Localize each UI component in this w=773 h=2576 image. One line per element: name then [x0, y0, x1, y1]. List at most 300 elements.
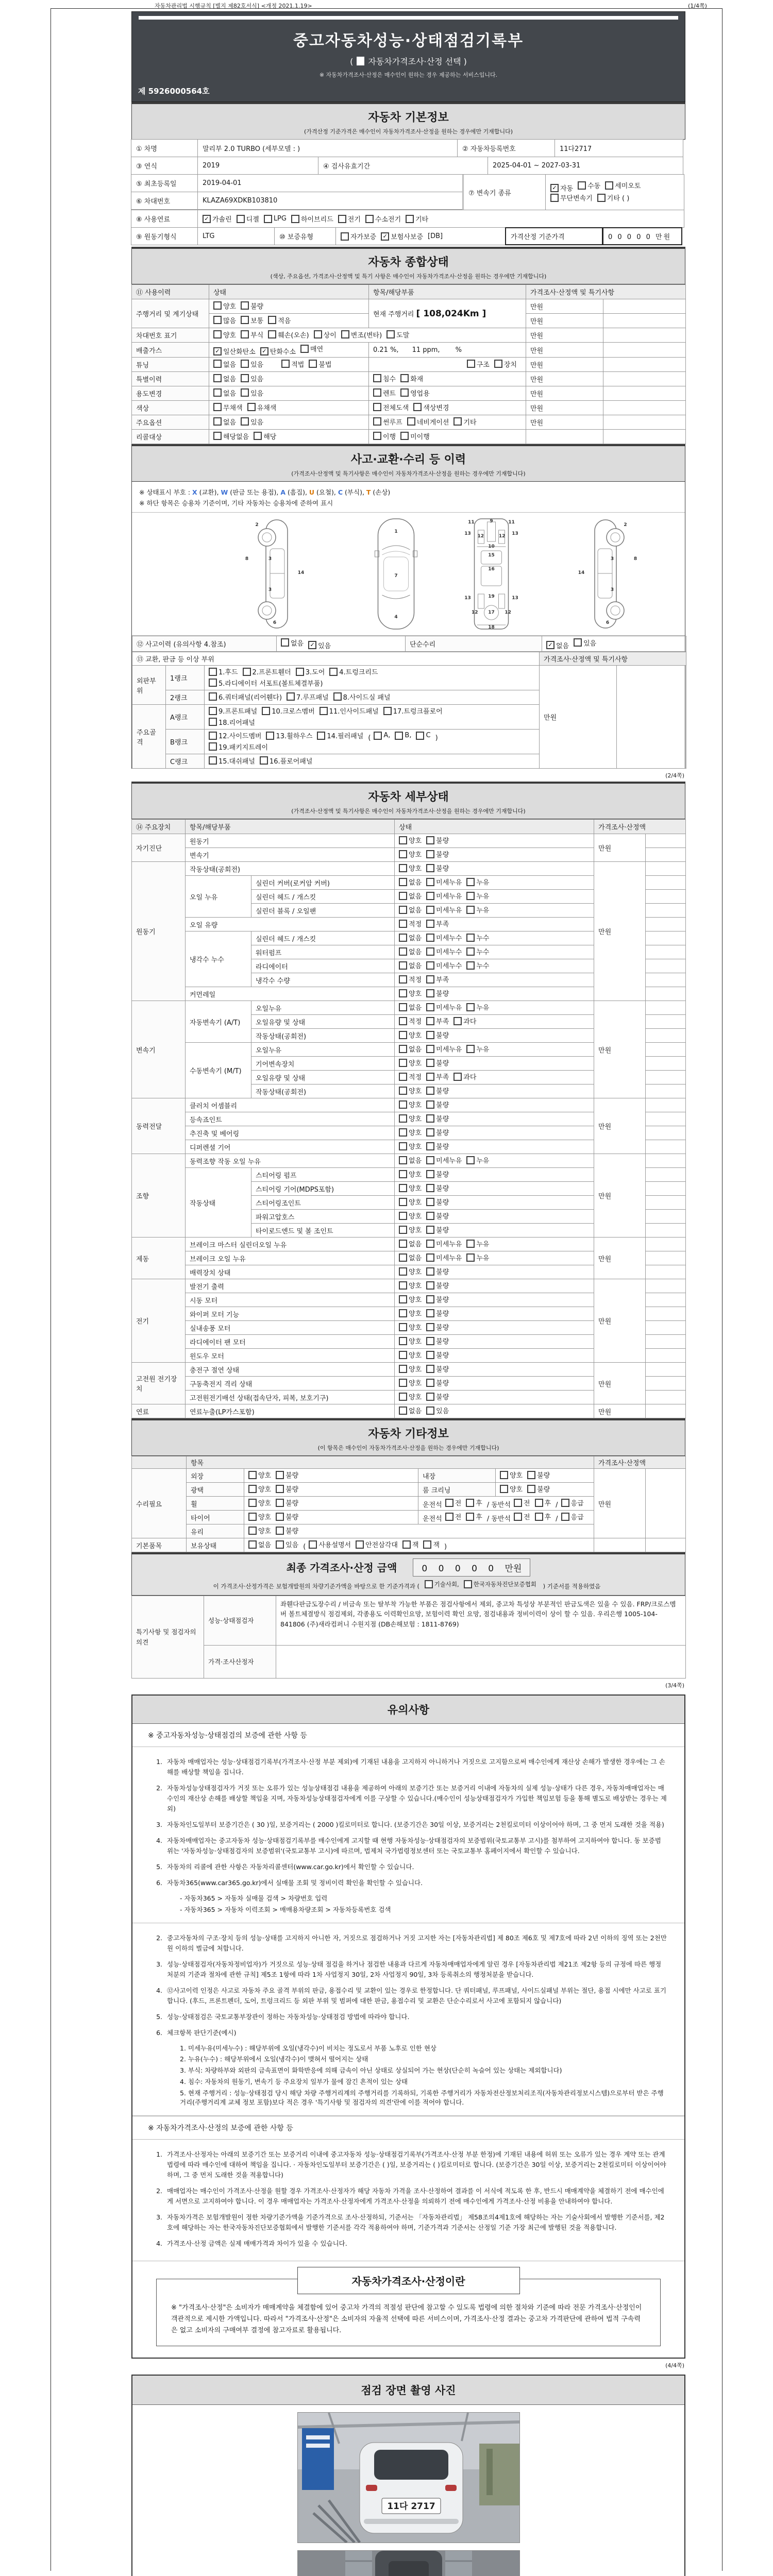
checkbox-unchecked	[426, 960, 462, 970]
checkbox-label: 기타	[415, 216, 429, 224]
checkbox-icon	[399, 878, 407, 886]
checkbox-label: 2.프론트휀더	[252, 669, 291, 676]
checkbox-icon	[296, 668, 304, 676]
checkbox-label: 유채색	[257, 404, 277, 412]
checkbox-label: 없음	[223, 361, 237, 369]
checkbox-unchecked	[281, 638, 304, 648]
reg-no-value: 11다2717	[554, 139, 683, 157]
checkbox-checked	[213, 346, 256, 356]
checkbox-label: 렌트	[383, 389, 396, 398]
checkbox-icon	[213, 360, 222, 368]
part-label: 실린더 블록 / 오일팬	[251, 904, 395, 918]
checkbox-icon	[241, 330, 249, 338]
final-price-amount	[413, 1558, 530, 1577]
checkbox-label: 미세누유	[436, 893, 462, 901]
checkbox-icon	[276, 1499, 284, 1507]
checkbox-label: 양호	[409, 1032, 422, 1040]
group-price-cell: 만원	[594, 862, 646, 1001]
item-label: 동력조향 작동 오일 누유	[186, 1154, 395, 1168]
checkbox-unchecked	[399, 1072, 422, 1081]
state-options	[395, 1363, 594, 1377]
section-title: 사고·교환·수리 등 이력	[350, 453, 466, 466]
checkbox-icon	[466, 934, 475, 942]
checkbox-icon	[426, 1031, 434, 1039]
checkbox-icon	[426, 989, 434, 997]
checkbox-icon	[399, 1240, 407, 1248]
subgroup-label: 오일 누유	[186, 876, 251, 918]
subgroup-label: 작동상태	[186, 1168, 251, 1238]
checkbox-icon	[466, 1003, 475, 1011]
checkbox-icon	[500, 1485, 508, 1493]
checkbox-unchecked	[399, 919, 422, 928]
part-label: 오일유량 및 상태	[251, 1071, 395, 1084]
checkbox-label: 미이행	[410, 433, 430, 441]
car-damage-diagrams	[132, 513, 685, 636]
checkbox-icon	[426, 1100, 434, 1109]
diagram-part-number: 3	[610, 556, 614, 562]
checkbox-icon	[399, 934, 407, 942]
state-options	[395, 862, 594, 876]
part-label: 스티어링 펌프	[251, 1168, 395, 1182]
checkbox-icon	[514, 1513, 522, 1521]
remarks-table	[131, 1596, 686, 1679]
form-reference: 자동차관리법 시행규칙 [별지 제82호서식] <개정 2021.1.19>	[155, 3, 312, 9]
checkbox-unchecked	[248, 1512, 271, 1521]
state-options	[395, 1293, 594, 1307]
device-group-label: 고전원 전기장치	[132, 1363, 186, 1404]
checkbox-icon	[402, 1540, 411, 1549]
checkbox-icon	[248, 1499, 257, 1507]
diagram-part-number: 3	[268, 587, 272, 593]
col-main-device: ⑭ 주요장치	[132, 820, 186, 834]
state-options	[395, 1015, 594, 1029]
checkbox-icon	[527, 1485, 535, 1493]
inspection-label: ④ 검사유효기간	[318, 157, 488, 175]
group-price-cell: 만원	[594, 1279, 646, 1363]
state-options	[395, 1154, 594, 1168]
checkbox-unchecked	[317, 731, 363, 740]
checkbox-unchecked	[399, 877, 422, 887]
checkbox-unchecked	[373, 431, 396, 441]
state-options	[395, 1001, 594, 1015]
color-items	[369, 401, 526, 415]
checkbox-unchecked	[248, 1498, 271, 1507]
note-cell	[646, 1196, 686, 1210]
checkbox-icon	[466, 961, 475, 970]
checkbox-unchecked	[399, 1155, 422, 1165]
diagram-part-number: 9	[490, 518, 493, 524]
checkbox-unchecked	[260, 756, 312, 766]
checkbox-icon	[209, 679, 217, 687]
checkbox-label: 9.프론트패널	[219, 708, 258, 716]
diagram-part-number: 11	[508, 520, 515, 526]
checkbox-icon	[426, 1003, 434, 1011]
checkbox-unchecked	[268, 330, 309, 340]
first-reg-label: ⑤ 최초등록일	[131, 174, 198, 192]
diagram-part-number: 18	[488, 625, 495, 631]
checkbox-label: 누수	[476, 962, 490, 971]
checkbox-icon	[426, 1406, 434, 1415]
item-label: 시동 모터	[186, 1293, 395, 1307]
section-subtitle: (이 항목은 매수인이 자동차가격조사·산정을 원하는 경우에만 기재합니다)	[317, 1445, 499, 1451]
checkbox-unchecked	[605, 180, 641, 190]
interior-label: 내장	[418, 1469, 496, 1483]
checkbox-label: 많음	[223, 317, 237, 325]
checkbox-icon	[399, 1073, 407, 1081]
checkbox-label: 양호	[409, 1366, 422, 1374]
checkbox-unchecked	[445, 1498, 462, 1507]
checkbox-unchecked	[535, 1498, 551, 1507]
state-options	[395, 876, 594, 890]
checkbox-label: 불량	[436, 1310, 449, 1318]
state-options	[395, 1279, 594, 1293]
checkbox-icon	[399, 1114, 407, 1123]
checkbox-label: 자동	[560, 185, 574, 193]
checkbox-icon	[399, 1393, 407, 1401]
item-label: 고전원전기배선 상태(접속단자, 피복, 보호기구)	[186, 1391, 395, 1404]
room-cleaning-label: 룸 크리닝	[418, 1483, 496, 1497]
checkbox-unchecked	[426, 1099, 449, 1109]
checkbox-label: 양호	[409, 1213, 422, 1221]
checkbox-label: 불량	[436, 1296, 449, 1304]
diagram-part-number: 1	[394, 529, 398, 534]
checkbox-unchecked	[248, 1526, 271, 1535]
note-cell	[646, 1015, 686, 1029]
diagram-part-number: 12	[498, 533, 506, 539]
col-state: 상태	[395, 820, 594, 834]
tire-state-options	[244, 1511, 418, 1524]
basic-info-table	[131, 140, 685, 245]
checkbox-unchecked	[466, 1252, 489, 1262]
note-cell	[646, 1043, 686, 1057]
checkbox-unchecked	[399, 1030, 422, 1040]
checkbox-unchecked	[209, 678, 323, 688]
car-name-value: 말리부 2.0 TURBO (세부모델 : )	[197, 139, 458, 157]
checkbox-label: 양호	[409, 990, 422, 998]
fuel-options	[197, 210, 684, 228]
checkbox-unchecked	[248, 1470, 271, 1480]
diagram-part-number: 14	[578, 570, 585, 575]
checkbox-unchecked	[466, 877, 489, 887]
checkbox-icon	[209, 756, 217, 765]
gloss-options	[244, 1483, 418, 1497]
checkbox-label: 양호	[510, 1472, 523, 1480]
inspector-label: 성능·상태점검자	[204, 1596, 276, 1646]
item-label: 추진축 및 베어링	[186, 1126, 395, 1140]
checkbox-label: 양호	[258, 1514, 272, 1522]
note-cell	[646, 1084, 686, 1098]
checkbox-unchecked	[426, 1239, 462, 1248]
checkbox-unchecked	[309, 1539, 351, 1549]
checkbox-label: 미세누유	[436, 879, 462, 887]
checkbox-icon	[399, 975, 407, 984]
year-value: 2019	[197, 157, 318, 175]
checkbox-icon	[237, 215, 245, 223]
section-title: 자동차 기본정보	[368, 111, 449, 124]
usage-change-items	[369, 386, 526, 401]
state-options	[395, 959, 594, 973]
checkbox-icon	[383, 707, 392, 715]
checkbox-unchecked	[399, 1086, 422, 1095]
text-fragment: W	[221, 488, 228, 496]
car-diagram-side-left	[238, 517, 315, 631]
checkbox-icon	[399, 1128, 407, 1137]
checkbox-label: 없음	[409, 1004, 422, 1012]
checkbox-icon	[399, 1295, 407, 1303]
accident-notes	[132, 482, 685, 513]
checkbox-unchecked	[296, 667, 325, 676]
text-fragment: /	[556, 1501, 558, 1509]
checkbox-icon	[209, 732, 217, 740]
checkbox-label: 양호	[409, 1115, 422, 1124]
checkbox-label: 불량	[436, 1394, 449, 1402]
checkbox-unchecked	[550, 193, 593, 202]
checkbox-unchecked	[426, 1183, 449, 1193]
checkbox-icon	[399, 920, 407, 928]
device-group-label: 변속기	[132, 1001, 186, 1098]
checkbox-icon	[329, 668, 338, 676]
checkbox-unchecked	[561, 1512, 584, 1521]
checkbox-icon	[209, 742, 217, 751]
checkbox-icon	[268, 330, 276, 338]
checkbox-icon	[399, 836, 407, 844]
base-price-value: 0 0 0 0 0 만원	[602, 227, 682, 245]
checkbox-icon	[213, 403, 222, 411]
checkbox-icon	[426, 1073, 434, 1081]
note-cell	[646, 1307, 686, 1321]
checkbox-label: 양호	[223, 331, 237, 340]
checkbox-icon	[426, 1128, 434, 1137]
checkbox-unchecked	[426, 1155, 462, 1165]
checkbox-icon	[426, 1045, 434, 1053]
notice-item: 2. 중고자동차의 구조·장치 등의 성능·상태를 고지하지 아니한 자, 거짓으로 점검하거나 거짓 고지한 자는 [자동차관리법] 제 80조 제6호 및 제7호에 따라 2년 이하의 징역 또는 2천만원 이하의 벌금에 처합니다.	[156, 1934, 667, 1952]
checkbox-icon	[243, 668, 251, 676]
car-diagram-top	[364, 517, 428, 631]
car-diagram-side-right	[567, 517, 645, 631]
checkbox-label: 불량	[285, 1486, 299, 1494]
checkbox-label: 전체도색	[383, 404, 409, 412]
diagram-part-number: 6	[273, 620, 277, 626]
group-price-cell: 만원	[594, 834, 646, 862]
checkbox-unchecked	[276, 1539, 298, 1549]
checkbox-unchecked	[254, 431, 276, 441]
checkbox-icon	[399, 892, 407, 900]
detail-row	[132, 1098, 686, 1112]
checkbox-icon	[399, 1351, 407, 1359]
checkbox-label: 미세누유	[436, 1255, 462, 1263]
checkbox-icon	[535, 1499, 543, 1507]
checkbox-icon	[276, 1540, 284, 1549]
checkbox-icon	[399, 1031, 407, 1039]
checkbox-unchecked	[426, 1058, 449, 1067]
checkbox-checked	[308, 640, 331, 650]
checkbox-unchecked	[514, 1498, 530, 1507]
checkbox-unchecked	[416, 732, 430, 740]
detail-row	[132, 1238, 686, 1251]
checkbox-label: 후	[476, 1500, 482, 1508]
checkbox-icon	[426, 864, 434, 872]
checkbox-label: 미세누수	[436, 948, 462, 957]
checkbox-label: 불량	[436, 1268, 449, 1277]
checkbox-icon	[399, 1017, 407, 1025]
text-fragment: 운전석	[423, 1501, 442, 1509]
checkbox-unchecked	[426, 1308, 449, 1318]
checkbox-label: 해당	[263, 433, 277, 441]
state-options	[395, 1071, 594, 1084]
price-cell: 만원	[526, 328, 603, 343]
checkbox-icon	[535, 1513, 543, 1521]
checkbox-label: 해당없음	[223, 433, 249, 441]
col-item-part: 항목/해당부품	[369, 285, 526, 299]
checkbox-label: 있음	[250, 418, 264, 427]
inspector-opinion: 좌휀다판금도장수리 / 비금속 또는 탈부착 가능한 부품은 점검사항에서 제외, 중고차 특성상 부분적인 판금도색은 있을 수 있음. FRP/크로스멤버 볼트체결방식 점검제외, 각종용도 이력확인요망, 보험이력 확인 요망, 점검내용과 정비이력이 상이 할 수 있음. 우리은행 1005-104-841806 (주)새라컴퍼니 수원지점 (DB손해보험 : 1811-8769)	[276, 1596, 686, 1646]
checkbox-label: 양호	[258, 1528, 272, 1536]
device-group-label: 연료	[132, 1404, 186, 1418]
col-item-part: 항목/해당부품	[186, 820, 395, 834]
state-options	[395, 1168, 594, 1182]
checkbox-checked	[546, 640, 569, 650]
checkbox-label: 불량	[537, 1472, 550, 1480]
checkbox-unchecked	[241, 315, 263, 325]
emission-values: 0.21 %, 11 ppm, %	[369, 343, 526, 358]
checkbox-unchecked	[426, 1141, 449, 1151]
checkbox-unchecked	[400, 374, 423, 383]
checkbox-unchecked	[241, 330, 263, 340]
checkbox-icon	[373, 388, 381, 397]
checkbox-label: 양호	[409, 865, 422, 873]
detail-row	[132, 1279, 686, 1293]
part-label: 실린더 헤드 / 개스킷	[251, 890, 395, 904]
checkbox-label: 없음	[223, 418, 237, 427]
checkbox-icon	[467, 360, 475, 368]
item-label: 실내송풍 모터	[186, 1321, 395, 1335]
checkbox-label: 적정	[409, 1074, 422, 1082]
final-price-digits: 0 0 0 0 0	[422, 1564, 498, 1574]
checkbox-unchecked	[426, 919, 449, 928]
checkbox-icon	[426, 836, 434, 844]
checkbox-label: 불량	[436, 1366, 449, 1374]
photos-title: 점검 장면 촬영 사진	[132, 2376, 684, 2405]
checkbox-label: 없음	[409, 1046, 422, 1054]
checkbox-label: 무단변속기	[560, 195, 593, 203]
tuning-exist-options	[213, 362, 268, 370]
note-cell	[646, 1098, 686, 1112]
item-label: 커먼레일	[186, 987, 395, 1001]
checkbox-icon	[426, 1309, 434, 1317]
notice-subitem: 1. 미세누유(미세누수) : 해당부위에 오일(냉각수)이 비치는 정도로서 부품 노후로 인한 현상	[180, 2044, 437, 2052]
checkbox-icon	[425, 1580, 433, 1588]
text-fragment: /	[556, 1515, 558, 1523]
special-history-items	[369, 372, 526, 386]
checkbox-label: 불량	[436, 1338, 449, 1346]
checkbox-unchecked	[241, 417, 263, 427]
checkbox-label: 세미오토	[615, 182, 641, 191]
checkbox-unchecked	[466, 1044, 489, 1054]
text-fragment: ※ 상태표시 부호 :	[139, 488, 193, 496]
checkbox-unchecked	[466, 933, 489, 942]
checkbox-unchecked	[464, 1580, 536, 1588]
note-cell	[646, 1377, 686, 1391]
text-fragment: (요철),	[314, 488, 338, 496]
checkbox-label: 미세누수	[436, 962, 462, 971]
checkbox-unchecked	[399, 1280, 422, 1290]
checkbox-label: 불량	[436, 1324, 449, 1332]
state-options	[395, 1043, 594, 1057]
state-options	[395, 1404, 594, 1418]
notice-item: 4. 자동차매매업자는 중고자동차 성능·상태점검기록부를 매수인에게 고지할 때 현행 자동차성능·상태점검자의 보증범위(국토교통부 고시)를 첨부하여 고지하여야 합니다. 동 보증범위는 '자동차성능·상태점검자의 보증범위'(국토교통부 고시)에 따르며, 법제처 국가법령정보센터 또는 국토교통부 홈페이지에서 확인할 수 있습니다.	[156, 1837, 661, 1855]
checkbox-icon	[399, 1100, 407, 1109]
panel-rank-table	[132, 652, 686, 769]
checkbox-icon	[399, 1059, 407, 1067]
checkbox-icon	[399, 961, 407, 970]
checkbox-label: 후	[544, 1500, 551, 1508]
checkbox-unchecked	[426, 1294, 449, 1304]
checkbox-icon	[254, 432, 262, 440]
checkbox-icon	[416, 732, 424, 740]
special-history-options	[209, 372, 369, 386]
item-label: 배력장치 상태	[186, 1265, 395, 1279]
checkbox-icon	[561, 1499, 569, 1507]
checkbox-unchecked	[213, 417, 236, 427]
text-fragment: U	[309, 488, 315, 496]
checkbox-unchecked	[373, 388, 396, 398]
checkbox-label: 기타	[463, 418, 477, 427]
part-label: 작동상태(공회전)	[251, 1084, 395, 1098]
inspection-photos-box	[131, 2375, 685, 2576]
item-label: 발전기 출력	[186, 1279, 395, 1293]
checkbox-icon	[248, 1513, 257, 1521]
car-name-label: ① 차명	[131, 139, 198, 157]
usage-change-label: 용도변경	[132, 386, 209, 401]
text-fragment: (	[368, 734, 371, 742]
col-price: 가격조사·산정액 및 특기사항	[526, 285, 686, 299]
checkbox-label: 6.쿼터패널(리어휀다)	[219, 693, 282, 702]
checkbox-label: 부족	[436, 976, 449, 985]
part-label: 오일누유	[251, 1043, 395, 1057]
section-detail-state	[131, 782, 685, 819]
notice-item: 5. 성능·상태점검은 국토교통부장관이 정하는 자동차성능·상태점검 방법에 따라야 합니다.	[156, 2012, 410, 2021]
checkbox-label: 영업용	[410, 389, 430, 398]
notice-item: 5. 자동차의 리콜에 관한 사항은 자동차리콜센터(www.car.go.kr)에서 확인할 수 있습니다.	[156, 1863, 414, 1871]
checkbox-label: 불량	[436, 1060, 449, 1068]
checkbox-icon	[209, 707, 217, 715]
checkbox-icon	[248, 1527, 257, 1535]
state-options	[395, 1224, 594, 1238]
checkbox-label: 10.크로스멤버	[272, 708, 315, 716]
document	[131, 11, 685, 2576]
item-label: 변속기	[186, 848, 395, 862]
checkbox-unchecked	[402, 1539, 419, 1549]
checkbox-icon	[287, 692, 295, 701]
checkbox-icon	[209, 692, 217, 701]
price-cell: 만원	[526, 314, 603, 328]
section-title: 자동차 세부상태	[368, 791, 449, 804]
first-reg-value: 2019-04-01	[197, 174, 463, 192]
checkbox-label: 미세누유	[436, 1157, 462, 1165]
checkbox-unchecked	[399, 1141, 422, 1151]
checkbox-unchecked	[243, 667, 291, 676]
tire-position-options	[418, 1511, 594, 1524]
price-cell: 만원	[526, 372, 603, 386]
notice-subitem: 5. 현재 주행거리 : 성능·상태점검 당시 해당 차량 주행거리계의 주행거리를 기록하되, 기록한 주행거리가 자동차전산정보처리조직(자동차관리정보시스템)으로부터 받은 주행거리(주행거리계 교체 정보 포함)보다 적은 경우 '특기사항 및 점검자의 의견'란에 이를 적어야 합니다.	[180, 2089, 664, 2107]
checkbox-unchecked	[399, 1127, 422, 1137]
checkbox-label: 부식	[250, 331, 264, 340]
item-label: 클러치 어셈블리	[186, 1098, 395, 1112]
checkbox-label: 불량	[285, 1514, 299, 1522]
text-fragment: )	[444, 1543, 447, 1551]
checkbox-unchecked	[527, 1470, 550, 1480]
checkbox-unchecked	[399, 1350, 422, 1360]
